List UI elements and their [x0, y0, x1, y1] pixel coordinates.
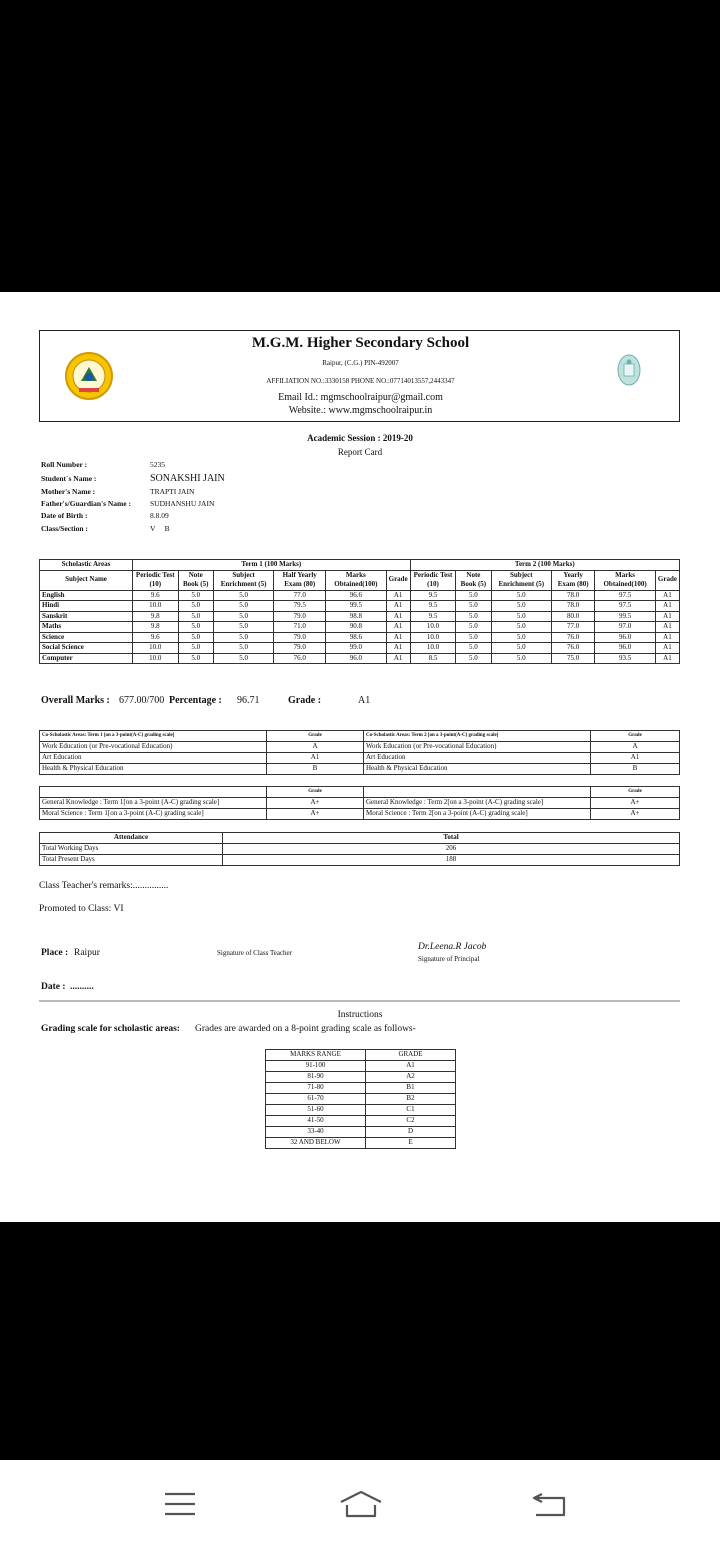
- marks-range-header: MARKS RANGE: [266, 1050, 366, 1061]
- mother-name-value: TRAPTI JAIN: [150, 487, 195, 496]
- mark-cell: 5.0: [178, 601, 213, 612]
- mark-cell: A1: [655, 653, 679, 664]
- place-value: Raipur: [74, 948, 100, 958]
- mark-cell: 78.0: [552, 590, 595, 601]
- mark-cell: 93.5: [595, 653, 656, 664]
- mark-cell: 98.8: [326, 611, 387, 622]
- table-row: [40, 601, 680, 612]
- attendance-table: [39, 832, 680, 866]
- dob-value: 8.8.09: [150, 511, 169, 520]
- subject-name-header: Subject Name: [40, 570, 133, 590]
- subject-name: Maths: [40, 622, 133, 633]
- table-row: [40, 611, 680, 622]
- activity-name: Work Education (or Pre-vocational Education): [40, 742, 267, 753]
- table-row: [266, 1127, 456, 1138]
- mark-cell: 71.0: [274, 622, 326, 633]
- table-row: [40, 742, 680, 753]
- table-row: [40, 643, 680, 654]
- mark-cell: A1: [655, 601, 679, 612]
- table-row: [266, 1072, 456, 1083]
- mark-cell: 96.0: [595, 643, 656, 654]
- column-header: Grade: [655, 570, 679, 590]
- grade-value: B2: [366, 1094, 456, 1105]
- mark-cell: 5.0: [178, 653, 213, 664]
- mark-cell: 79.0: [274, 632, 326, 643]
- discipline-grade: A+: [591, 798, 680, 809]
- coscholastic-t2-header: Co-Scholastic Areas: Term 2 [on a 3-point(A-C) grading scale]: [364, 731, 591, 742]
- column-header: Periodic Test (10): [410, 570, 456, 590]
- grading-scale-text: Grades are awarded on a 8-point grading scale as follows-: [195, 1024, 416, 1034]
- report-card-document: [0, 292, 720, 1222]
- marks-range: 71-80: [266, 1083, 366, 1094]
- class-teacher-signature: Signature of Class Teacher: [217, 949, 292, 957]
- menu-icon[interactable]: [163, 1490, 197, 1518]
- activity-name: Health & Physical Education: [364, 764, 591, 775]
- marks-range: 33-40: [266, 1127, 366, 1138]
- principal-signature: Signature of Principal: [418, 955, 480, 963]
- mark-cell: 10.0: [410, 622, 456, 633]
- mark-cell: A1: [386, 622, 410, 633]
- school-header: [39, 330, 680, 422]
- attendance-total-header: Total: [223, 833, 680, 844]
- discipline-name: General Knowledge : Term 1[on a 3-point (A-C) grading scale]: [40, 798, 267, 809]
- mark-cell: 98.6: [326, 632, 387, 643]
- mark-cell: 10.0: [133, 643, 179, 654]
- place-label: Place :: [41, 948, 69, 958]
- mark-cell: A1: [655, 622, 679, 633]
- mark-cell: 5.0: [456, 653, 491, 664]
- table-row: [40, 653, 680, 664]
- subject-name: Sanskrit: [40, 611, 133, 622]
- mark-cell: 5.0: [456, 632, 491, 643]
- activity-name: Art Education: [40, 753, 267, 764]
- attendance-header: Attendance: [40, 833, 223, 844]
- table-row: [266, 1094, 456, 1105]
- mark-cell: 99.0: [326, 643, 387, 654]
- instructions-title: Instructions: [337, 1010, 383, 1020]
- mark-cell: 9.5: [410, 601, 456, 612]
- column-header: Grade: [386, 570, 410, 590]
- scholastic-areas-header: Scholastic Areas: [40, 560, 133, 571]
- navigation-bar: [0, 1460, 720, 1544]
- mark-cell: 97.0: [595, 622, 656, 633]
- marks-range: 41-50: [266, 1116, 366, 1127]
- mark-cell: A1: [386, 643, 410, 654]
- date-label: Date :: [41, 982, 66, 992]
- activity-name: Work Education (or Pre-vocational Education): [364, 742, 591, 753]
- mark-cell: 5.0: [213, 611, 273, 622]
- column-header: Yearly Exam (80): [552, 570, 595, 590]
- table-row: [266, 1105, 456, 1116]
- grade-value: E: [366, 1138, 456, 1149]
- mark-cell: 5.0: [491, 622, 551, 633]
- table-row: [40, 590, 680, 601]
- column-header: Marks Obtained(100): [595, 570, 656, 590]
- mark-cell: 79.5: [274, 601, 326, 612]
- promoted-to: Promoted to Class: VI: [39, 904, 124, 914]
- discipline-name: Moral Science : Term 1[on a 3-point (A-C) grading scale]: [40, 809, 267, 820]
- mark-cell: 76.0: [552, 643, 595, 654]
- mother-name-label: Mother's Name :: [41, 487, 96, 496]
- marks-range: 51-60: [266, 1105, 366, 1116]
- date-value: ..........: [70, 982, 94, 992]
- activity-grade: A: [591, 742, 680, 753]
- mark-cell: 77.0: [552, 622, 595, 633]
- mark-cell: A1: [655, 643, 679, 654]
- grade-value: A2: [366, 1072, 456, 1083]
- coscholastic-t1-header: Co-Scholastic Areas: Term 1 [on a 3-point(A-C) grading scale]: [40, 731, 267, 742]
- mark-cell: 5.0: [178, 611, 213, 622]
- term2-header: Term 2 (100 Marks): [410, 560, 679, 571]
- table-row: [40, 855, 680, 866]
- table-row: [40, 753, 680, 764]
- grading-scale-label: Grading scale for scholastic areas:: [41, 1024, 180, 1034]
- grade-value: D: [366, 1127, 456, 1138]
- mark-cell: A1: [386, 601, 410, 612]
- discipline-grade: A+: [591, 809, 680, 820]
- mark-cell: A1: [386, 611, 410, 622]
- mark-cell: 5.0: [213, 643, 273, 654]
- mark-cell: 97.5: [595, 590, 656, 601]
- discipline-t2-grade-header: Grade: [591, 787, 680, 798]
- activity-name: Health & Physical Education: [40, 764, 267, 775]
- mark-cell: 5.0: [213, 622, 273, 633]
- school-email: Email Id.: mgmschoolraipur@gmail.com: [278, 392, 443, 403]
- mark-cell: 8.5: [410, 653, 456, 664]
- divider: [39, 1000, 680, 1002]
- activity-grade: B: [591, 764, 680, 775]
- present-days-value: 188: [223, 855, 680, 866]
- discipline-name: Moral Science : Term 2[on a 3-point (A-C) grading scale]: [364, 809, 591, 820]
- mark-cell: 5.0: [491, 590, 551, 601]
- mark-cell: 5.0: [491, 653, 551, 664]
- grade-value: B1: [366, 1083, 456, 1094]
- school-affiliation: AFFILIATION NO.:3330158 PHONE NO.:07714013557,2443347: [266, 377, 455, 385]
- mark-cell: 96.0: [595, 632, 656, 643]
- table-row: [40, 798, 680, 809]
- mark-cell: 90.8: [326, 622, 387, 633]
- class-section-label: Class/Section :: [41, 524, 88, 533]
- discipline-name: General Knowledge : Term 2[on a 3-point (A-C) grading scale]: [364, 798, 591, 809]
- overall-marks-value: 677.00/700: [119, 695, 165, 706]
- mark-cell: 5.0: [178, 643, 213, 654]
- class-section-value: V B: [150, 524, 170, 533]
- grade-value: C1: [366, 1105, 456, 1116]
- mark-cell: 5.0: [178, 590, 213, 601]
- mark-cell: 97.5: [595, 601, 656, 612]
- present-days-label: Total Present Days: [40, 855, 223, 866]
- marks-range: 81-90: [266, 1072, 366, 1083]
- working-days-value: 206: [223, 844, 680, 855]
- school-address: Raipur, (C.G.) PIN-492007: [322, 359, 399, 367]
- marks-range: 91-100: [266, 1061, 366, 1072]
- mark-cell: 9.8: [133, 622, 179, 633]
- mark-cell: 99.5: [326, 601, 387, 612]
- coscholastic-t1-grade-header: Grade: [267, 731, 364, 742]
- mark-cell: 9.6: [133, 590, 179, 601]
- mark-cell: 5.0: [491, 611, 551, 622]
- mark-cell: 5.0: [456, 601, 491, 612]
- mark-cell: 96.0: [326, 653, 387, 664]
- activity-grade: A1: [591, 753, 680, 764]
- percentage-label: Percentage :: [169, 695, 222, 706]
- report-card-title: Report Card: [337, 447, 383, 457]
- discipline-grade: A+: [267, 798, 364, 809]
- mark-cell: 9.8: [133, 611, 179, 622]
- teacher-remarks: Class Teacher's remarks:...............: [39, 881, 169, 891]
- mark-cell: 10.0: [133, 653, 179, 664]
- discipline-t1-grade-header: Grade: [267, 787, 364, 798]
- coscholastic-table: [39, 730, 680, 775]
- table-row: [40, 622, 680, 633]
- working-days-label: Total Working Days: [40, 844, 223, 855]
- table-row: [266, 1061, 456, 1072]
- mark-cell: 5.0: [213, 601, 273, 612]
- mark-cell: 79.0: [274, 611, 326, 622]
- mark-cell: A1: [386, 632, 410, 643]
- principal-name: Dr.Leena.R Jacob: [418, 942, 487, 952]
- column-header: Subject Enrichment (5): [213, 570, 273, 590]
- activity-name: Art Education: [364, 753, 591, 764]
- mark-cell: 99.5: [595, 611, 656, 622]
- subject-name: English: [40, 590, 133, 601]
- mark-cell: 10.0: [410, 643, 456, 654]
- mark-cell: 10.0: [410, 632, 456, 643]
- grade-value: C2: [366, 1116, 456, 1127]
- roll-number-value: 5235: [150, 460, 165, 469]
- mark-cell: 96.6: [326, 590, 387, 601]
- father-name-label: Father's/Guardian's Name :: [41, 499, 131, 508]
- table-row: [40, 844, 680, 855]
- roll-number-label: Roll Number :: [41, 460, 88, 469]
- discipline-empty-header: [40, 787, 267, 798]
- school-name: M.G.M. Higher Secondary School: [251, 335, 470, 351]
- subject-name: Science: [40, 632, 133, 643]
- column-header: Note Book (5): [178, 570, 213, 590]
- discipline-grade: A+: [267, 809, 364, 820]
- school-website: Website.: www.mgmschoolraipur.in: [288, 405, 433, 416]
- mark-cell: 5.0: [456, 643, 491, 654]
- mark-cell: 10.0: [133, 601, 179, 612]
- discipline-empty-header-2: [364, 787, 591, 798]
- mark-cell: 5.0: [491, 601, 551, 612]
- marks-range: 61-70: [266, 1094, 366, 1105]
- table-row: [40, 809, 680, 820]
- activity-grade: B: [267, 764, 364, 775]
- marks-range: 32 AND BELOW: [266, 1138, 366, 1149]
- discipline-table: [39, 786, 680, 820]
- table-row: [266, 1138, 456, 1149]
- mark-cell: 5.0: [491, 632, 551, 643]
- table-row: [40, 764, 680, 775]
- mark-cell: 5.0: [178, 622, 213, 633]
- scholastic-table: [39, 559, 680, 664]
- mark-cell: A1: [655, 590, 679, 601]
- mark-cell: 5.0: [213, 653, 273, 664]
- mark-cell: A1: [655, 611, 679, 622]
- student-name-label: Student`s Name :: [41, 474, 97, 483]
- mark-cell: 80.0: [552, 611, 595, 622]
- home-icon[interactable]: [337, 1488, 385, 1520]
- mark-cell: 9.5: [410, 611, 456, 622]
- grade-value: A1: [358, 695, 371, 706]
- grade-header: GRADE: [366, 1050, 456, 1061]
- mark-cell: 5.0: [456, 622, 491, 633]
- subject-name: Hindi: [40, 601, 133, 612]
- percentage-value: 96.71: [237, 695, 260, 706]
- activity-grade: A1: [267, 753, 364, 764]
- mark-cell: A1: [386, 653, 410, 664]
- mark-cell: 9.5: [410, 590, 456, 601]
- father-name-value: SUDHANSHU JAIN: [150, 499, 215, 508]
- mark-cell: 9.6: [133, 632, 179, 643]
- column-header: Half Yearly Exam (80): [274, 570, 326, 590]
- mark-cell: 5.0: [456, 611, 491, 622]
- mark-cell: 76.0: [274, 653, 326, 664]
- grade-label: Grade :: [288, 695, 322, 706]
- mark-cell: A1: [386, 590, 410, 601]
- subject-name: Social Science: [40, 643, 133, 654]
- mark-cell: 5.0: [213, 632, 273, 643]
- mark-cell: 75.0: [552, 653, 595, 664]
- back-icon[interactable]: [530, 1490, 568, 1518]
- mark-cell: 5.0: [213, 590, 273, 601]
- coscholastic-t2-grade-header: Grade: [591, 731, 680, 742]
- overall-marks-label: Overall Marks :: [41, 695, 110, 706]
- column-header: Periodic Test (10): [133, 570, 179, 590]
- mark-cell: 78.0: [552, 601, 595, 612]
- mark-cell: 5.0: [178, 632, 213, 643]
- column-header: Subject Enrichment (5): [491, 570, 551, 590]
- activity-grade: A: [267, 742, 364, 753]
- student-name-value: SONAKSHI JAIN: [150, 473, 225, 484]
- column-header: Note Book (5): [456, 570, 491, 590]
- mark-cell: 79.0: [274, 643, 326, 654]
- mark-cell: 5.0: [491, 643, 551, 654]
- table-row: [266, 1083, 456, 1094]
- grade-value: A1: [366, 1061, 456, 1072]
- academic-session: Academic Session : 2019-20: [307, 433, 413, 443]
- table-row: [266, 1116, 456, 1127]
- subject-name: Computer: [40, 653, 133, 664]
- column-header: Marks Obtained(100): [326, 570, 387, 590]
- table-row: [40, 632, 680, 643]
- mark-cell: 76.0: [552, 632, 595, 643]
- mark-cell: A1: [655, 632, 679, 643]
- grading-table: [265, 1049, 456, 1149]
- term1-header: Term 1 (100 Marks): [133, 560, 411, 571]
- dob-label: Date of Birth :: [41, 511, 88, 520]
- mark-cell: 77.0: [274, 590, 326, 601]
- mark-cell: 5.0: [456, 590, 491, 601]
